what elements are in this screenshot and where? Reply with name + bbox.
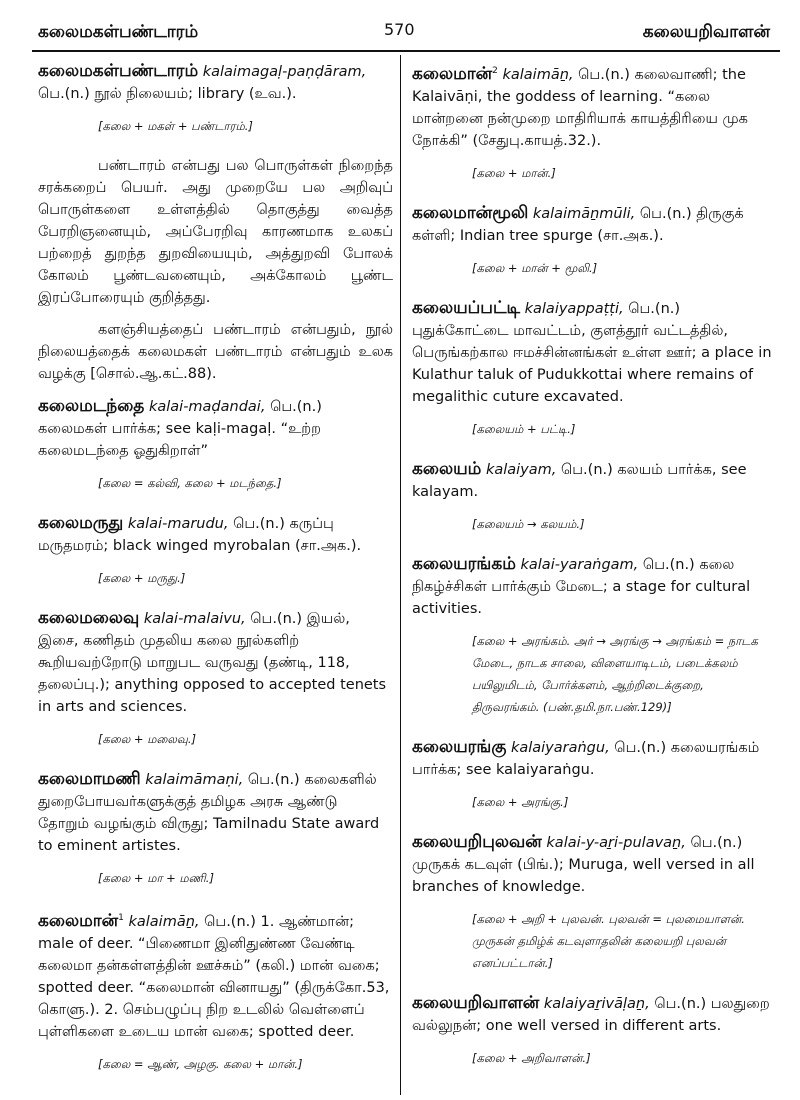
- etymology: [கலை + அறி + புலவன். புலவன் = புலமையாளன். முருகன் தமிழ்க் கடவுளாதலின் கலையறி புலவன் எனப்பட்டான்.]: [472, 911, 745, 970]
- transliteration: kalaiyaṟivāḷaṉ,: [543, 995, 650, 1012]
- definition: பெ.(n.) திருகுக் கள்ளி; Indian tree spurge (சா.அக.).: [412, 205, 744, 244]
- header-right-guideword: கலையறிவாளன்: [642, 22, 770, 42]
- dictionary-entry: [412, 736, 772, 781]
- headword: கலைமாமணி: [38, 769, 141, 789]
- definition: பெ.(n.) கலைகளில் துறைபோயவர்களுக்குத் தமிழக அரசு ஆண்டு தோறும் வழங்கும் விருது; Tamilnadu State award to eminent artistes.: [38, 772, 380, 854]
- transliteration: kalaimāṉ,: [128, 913, 200, 930]
- definition: பெ.(n.) பலதுறை வல்லுநன்; one well versed in different arts.: [412, 995, 770, 1034]
- headword: கலைமான்: [412, 63, 493, 84]
- etymology: [கலை + அரங்கம். அர் → அரங்கு → அரங்கம் = நாடக மேடை, நாடக சாலை, விளையாடிடம், படைக்கலம் பயிலுமிடம், போர்க்களம், ஆற்றிடைக்குறை, திருவரங்கம். (பண்.தமி.நா.பண்.129)]: [472, 633, 758, 714]
- etymology: [கலை + அறிவாளன்.]: [472, 1050, 591, 1065]
- transliteration: kalai-yaraṅgam,: [520, 556, 639, 573]
- dictionary-entry: [412, 60, 772, 152]
- headword: கலைமகள்பண்டாரம்: [38, 61, 199, 81]
- dictionary-entry: [412, 831, 772, 898]
- definition: பெ.(n.) கருப்பு மருதமரம்; black winged myrobalan (சா.அக.).: [38, 516, 362, 554]
- definition: பெ.(n.) புதுக்கோட்டை மாவட்டம், குளத்தூர் வட்டத்தில், பெருங்கற்கால ஈமச்சின்னங்கள் உள்ள ஊர்; a place in Kulathur taluk of Pudukkottai where remains of megalithic cuture excavated.: [412, 300, 772, 405]
- etymology: [கலை + மா + மணி.]: [98, 871, 214, 885]
- definition: பெ.(n.) இயல், இசை, கணிதம் முதலிய கலை நூல்களிற் கூறியவற்றோடு மாறுபட வருவது (தண்டி, 118, தலைப்பு.); anything opposed to accepted tenets in arts and sciences.: [38, 611, 387, 715]
- etymology: [கலை + மகள் + பண்டாரம்.]: [98, 119, 253, 133]
- transliteration: kalai-malaivu,: [143, 611, 246, 627]
- header-left-guideword: கலைமகள்பண்டாரம்: [38, 22, 199, 42]
- column-divider: [400, 55, 401, 1095]
- homonym-number: 2: [492, 66, 498, 76]
- etymology: [கலை = கல்வி, கலை + மடந்தை.]: [98, 476, 282, 490]
- dictionary-entry: [38, 60, 393, 105]
- dictionary-entry: [412, 202, 772, 247]
- definition: பெ.(n.) கலையரங்கம் பார்க்க; see kalaiyaraṅgu.: [412, 739, 760, 778]
- header-rule: [32, 50, 780, 52]
- headword: கலைமருது: [38, 513, 124, 533]
- definition: பெ.(n.) 1. ஆண்மான்; male of deer. “பிணைமா இனிதுண்ண வேண்டி கலைமா தன்கள்ளத்தின் ஊச்சும்” (கலி.) மான் வகை; spotted deer. “கலைமான் வினாயது” (திருக்கோ.53, கொளு.). 2. செம்பழுப்பு நிற உடலில் வெள்ளைப் புள்ளிகளை உடைய மான் வகை; spotted deer.: [38, 913, 390, 1040]
- definition: பெ.(n.) கலைமகள் பார்க்க; see kaḷi-magaḷ. “உற்ற கலைமடந்தை ஓதுகிறாள்”: [38, 399, 322, 459]
- dictionary-entry: [412, 992, 772, 1037]
- transliteration: kalai-maḍandai,: [148, 399, 266, 415]
- transliteration: kalaiyappaṭṭi,: [524, 300, 624, 317]
- definition: பெ.(n.) நூல் நிலையம்; library (உவ.).: [38, 86, 297, 102]
- dictionary-entry: [38, 907, 393, 1043]
- headword: கலையறிவாளன்: [412, 992, 540, 1013]
- definition: பெ.(n.) முருகக் கடவுள் (பிங்.); Muruga, well versed in all branches of knowledge.: [412, 834, 755, 895]
- transliteration: kalaimagaḷ-paṇḍāram,: [202, 64, 367, 80]
- headword: கலைமலைவு: [38, 608, 140, 628]
- etymology: [கலை = ஆண், அழகு. கலை + மான்.]: [98, 1056, 303, 1071]
- etymology: [கலை + மருது.]: [98, 571, 186, 585]
- dictionary-entry: [38, 512, 393, 557]
- headword: கலைமான்மூலி: [412, 202, 529, 223]
- transliteration: kalaimāṉmūli,: [532, 205, 636, 222]
- headword: கலையம்: [412, 458, 482, 479]
- etymology: [கலை + அரங்கு.]: [472, 794, 569, 809]
- transliteration: kalaimāṉ,: [502, 66, 574, 83]
- homonym-number: 1: [118, 913, 124, 923]
- definition: பெ.(n.) கலைவாணி; the Kalaivāṇi, the goddess of learning. “கலை மான்றனை நன்முறை மாதிரியாக் காயத்திரியை முக நோக்கி” (சேதுபு.காயத்.32.).: [412, 66, 748, 149]
- page-number: 570: [384, 20, 415, 39]
- dictionary-entry: [38, 768, 393, 857]
- transliteration: kalai-marudu,: [127, 516, 229, 532]
- transliteration: kalaiyam,: [485, 461, 557, 478]
- etymology: [கலை + மான்.]: [472, 165, 556, 180]
- headword: கலையறிபுலவன்: [412, 831, 542, 852]
- left-column: [38, 60, 393, 1093]
- headword: கலையப்பட்டி: [412, 297, 521, 318]
- etymology: [கலையம் + பட்டி.]: [472, 421, 576, 436]
- headword: கலைமான்: [38, 910, 119, 931]
- headword: கலையரங்கு: [412, 736, 507, 757]
- etymology: [கலை + மான் + மூலி.]: [472, 260, 598, 275]
- commentary-paragraph: களஞ்சியத்தைப் பண்டாரம் என்பதும், நூல் நிலையத்தைக் கலைமகள் பண்டாரம் என்பதும் உலக வழக்கு [சொல்.ஆ.கட்.88).: [38, 322, 393, 382]
- dictionary-entry: [412, 297, 772, 408]
- transliteration: kalai-y-aṟi-pulavaṉ,: [546, 834, 686, 851]
- right-column: [412, 60, 772, 1087]
- commentary-paragraph: பண்டாரம் என்பது பல பொருள்கள் நிறைந்த சரக்கறைப் பெயர். அது முறையே பல அறிவுப் பொருள்களை உள்ளத்தில் தொகுத்து வைத்த பேரறிஞனையும், அப்பேரறிவு காரணமாக உலகப் பற்றைத் துறந்த துறவியையும், அத்துறவி போலக் கோலம் பூண்டவனையும், அக்கோலம் பூண்ட இரப்போரையும் குறித்தது.: [38, 158, 393, 306]
- dictionary-entry: [412, 458, 772, 503]
- headword: கலைமடந்தை: [38, 396, 145, 416]
- dictionary-entry: [38, 395, 393, 462]
- etymology: [கலை + மலைவு.]: [98, 732, 197, 746]
- dictionary-entry: [38, 607, 393, 718]
- page-header: [0, 0, 800, 50]
- transliteration: kalaiyaraṅgu,: [510, 739, 610, 756]
- etymology: [கலையம் → கலயம்.]: [472, 516, 585, 531]
- definition: பெ.(n.) கலை நிகழ்ச்சிகள் பார்க்கும் மேடை; a stage for cultural activities.: [412, 556, 751, 617]
- transliteration: kalaimāmaṇi,: [145, 772, 244, 788]
- headword: கலையரங்கம்: [412, 553, 516, 574]
- definition: பெ.(n.) கலயம் பார்க்க, see kalayam.: [412, 461, 747, 500]
- dictionary-entry: [412, 553, 772, 620]
